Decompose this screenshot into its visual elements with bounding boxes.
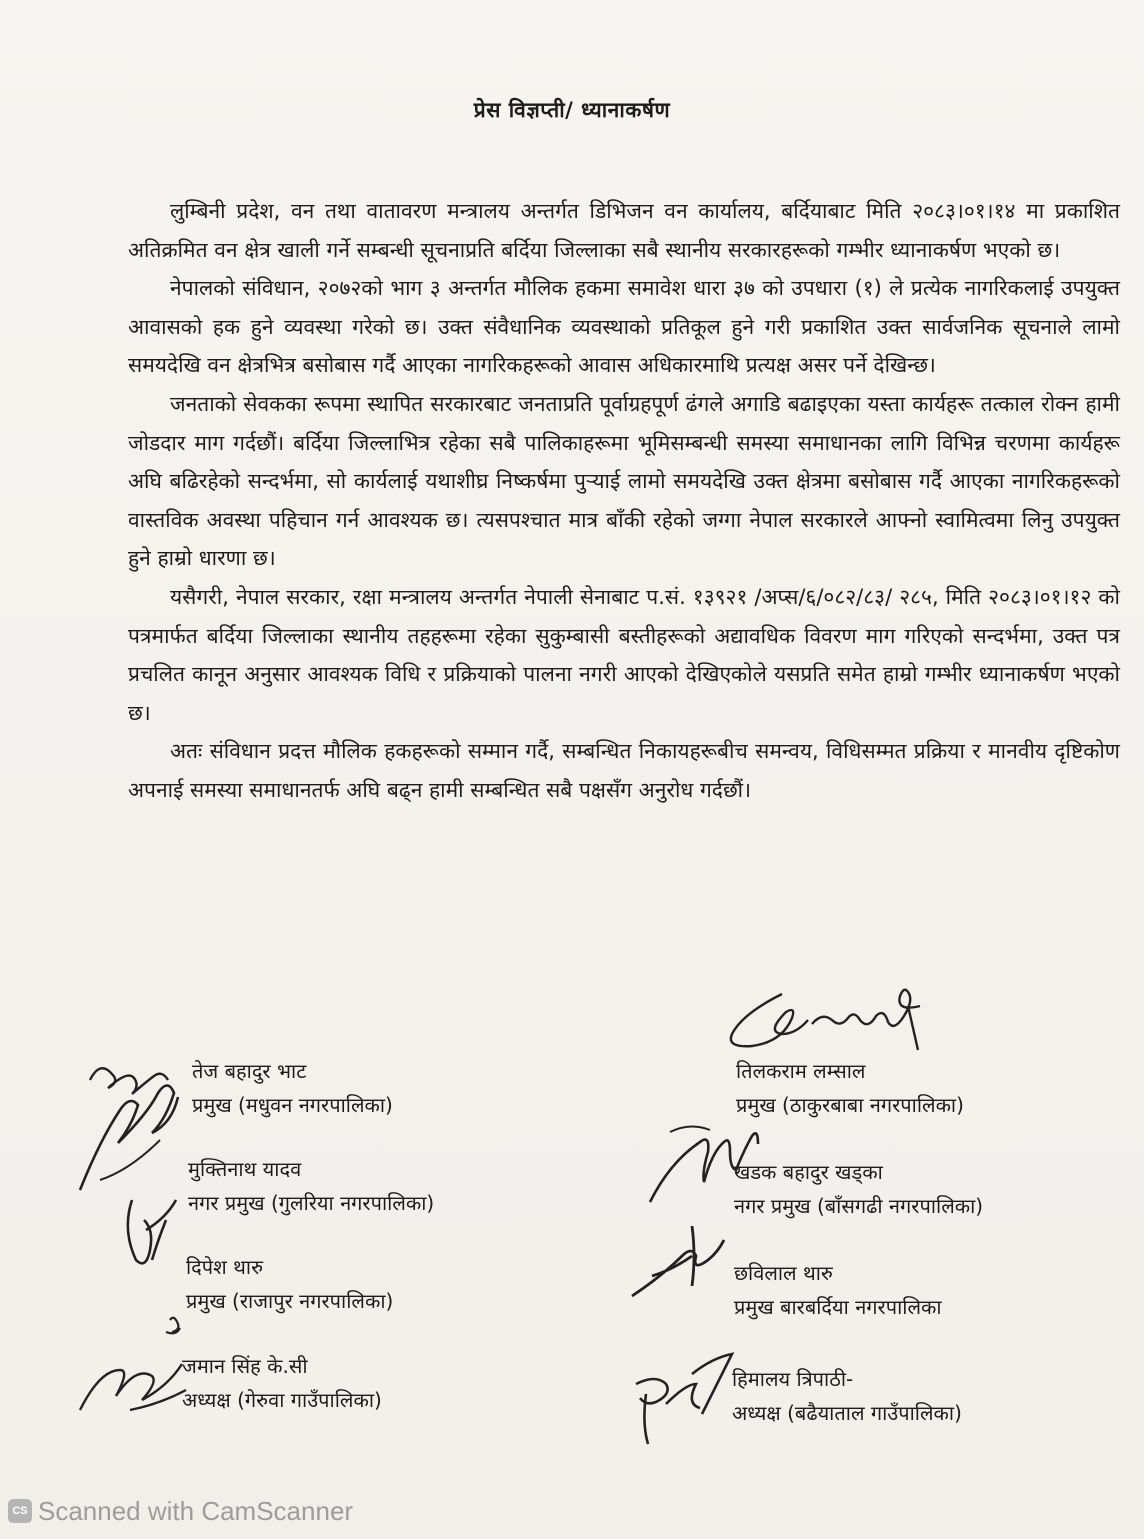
signatory-role: प्रमुख बारबर्दिया नगरपालिका xyxy=(734,1295,942,1319)
handwritten-signature-4 xyxy=(640,1112,780,1212)
signatory-name: खडक बहादुर खड्का xyxy=(734,1160,883,1184)
paragraph-1: लुम्बिनी प्रदेश, वन तथा वातावरण मन्त्रालय अन्तर्गत डिभिजन वन कार्यालय, बर्दियाबाट मिति २०८३।०१।१४ मा प्रकाशित अतिक्रमित वन क्षेत्र खाली गर्ने सम्बन्धी सूचनाप्रति बर्दिया जिल्लाका सबै स्थानीय सरकारहरूको गम्भीर ध्यानाकर्षण भएको छ। xyxy=(128,199,1120,262)
camscanner-watermark xyxy=(8,1496,353,1526)
signatory-role: अध्यक्ष (बढैयाताल गाउँपालिका) xyxy=(732,1401,962,1425)
handwritten-signature-6 xyxy=(622,1216,732,1306)
document-body xyxy=(128,192,1120,810)
signatory-role: प्रमुख (ठाकुरबाबा नगरपालिका) xyxy=(736,1093,964,1117)
camscanner-logo: CS xyxy=(8,1499,32,1523)
watermark-label: Scanned with CamScanner xyxy=(38,1495,354,1526)
handwritten-signature-8 xyxy=(622,1344,742,1454)
signatory-block-1 xyxy=(192,1054,393,1122)
signatory-role: नगर प्रमुख (बाँसगढी नगरपालिका) xyxy=(734,1194,984,1218)
document-title: प्रेस विज्ञप्ती/ ध्यानाकर्षण xyxy=(473,98,671,122)
signatory-block-8 xyxy=(732,1362,962,1430)
signatory-name: तेज बहादुर भाट xyxy=(192,1059,307,1083)
signatory-name: दिपेश थारु xyxy=(186,1255,264,1279)
signatory-role: प्रमुख (राजापुर नगरपालिका) xyxy=(186,1289,394,1313)
paragraph-2: नेपालको संविधान, २०७२को भाग ३ अन्तर्गत मौलिक हकमा समावेश धारा ३७ को उपधारा (१) ले प्रत्येक नागरिकलाई उपयुक्त आवासको हक हुने व्यवस्था गरेको छ। उक्त संवैधानिक व्यवस्थाको प्रतिकूल हुने गरी प्रकाशित उक्त सार्वजनिक सूचनाले लामो समयदेखि वन क्षेत्रभित्र बसोबास गर्दै आएका नागरिकहरूको आवास अधिकारमाथि प्रत्यक्ष असर पर्ने देखिन्छ। xyxy=(128,276,1120,378)
paragraph-5: अतः संविधान प्रदत्त मौलिक हकहरूको सम्मान गर्दै, सम्बन्धित निकायहरूबीच समन्वय, विधिसम्मत प्रक्रिया र मानवीय दृष्टिकोण अपनाई समस्या समाधानतर्फ अघि बढ्न हामी सम्बन्धित सबै पक्षसँग अनुरोध गर्दछौं। xyxy=(128,739,1120,802)
signatory-block-3 xyxy=(188,1152,434,1220)
paragraph-4: यसैगरी, नेपाल सरकार, रक्षा मन्त्रालय अन्तर्गत नेपाली सेनाबाट प.सं. १३९२१ /अप्स/६/०८२/८३/ २८५, मिति २०८३।०१।१२ को पत्रमार्फत बर्दिया जिल्लाका स्थानीय तहहरूमा रहेका सुकुम्बासी बस्तीहरूको अद्यावधिक विवरण माग गरिएको सन्दर्भमा, उक्त पत्र प्रचलित कानून अनुसार आवश्यक विधि र प्रक्रियाको पालना नगरी आएको देखिएकोले यसप्रति समेत हाम्रो गम्भीर ध्यानाकर्षण भएको छ। xyxy=(128,584,1120,725)
signatory-block-5 xyxy=(186,1250,393,1318)
signatory-role: अध्यक्ष (गेरुवा गाउँपालिका) xyxy=(182,1388,382,1412)
signatory-role: नगर प्रमुख (गुलरिया नगरपालिका) xyxy=(188,1191,435,1215)
signatory-name: छविलाल थारु xyxy=(734,1261,833,1285)
signatory-name: जमान सिंह के.सी xyxy=(182,1354,308,1378)
signatory-block-6 xyxy=(734,1256,942,1324)
handwritten-signature-2 xyxy=(712,982,952,1062)
handwritten-signature-7 xyxy=(70,1310,210,1420)
handwritten-signature-3 xyxy=(112,1190,192,1280)
signatory-name: मुक्तिनाथ यादव xyxy=(188,1157,302,1181)
signatory-block-7 xyxy=(182,1349,382,1417)
paragraph-3: जनताको सेवकका रूपमा स्थापित सरकारबाट जनताप्रति पूर्वाग्रहपूर्ण ढंगले अगाडि बढाइएका यस्ता कार्यहरू तत्काल रोक्न हामी जोडदार माग गर्दछौं। बर्दिया जिल्लाभित्र रहेका सबै पालिकाहरूमा भूमिसम्बन्धी समस्या समाधानका लागि विभिन्न चरणमा कार्यहरू अघि बढिरहेको सन्दर्भमा, सो कार्यलाई यथाशीघ्र निष्कर्षमा पुऱ्याई लामो समयदेखि उक्त क्षेत्रमा बसोबास गर्दै आएका नागरिकहरूको वास्तविक अवस्था पहिचान गर्न आवश्यक छ। त्यसपश्चात मात्र बाँकी रहेको जग्गा नेपाल सरकारले आफ्नो स्वामित्वमा लिनु उपयुक्त हुने हाम्रो धारणा छ। xyxy=(128,391,1120,571)
signatory-role: प्रमुख (मधुवन नगरपालिका) xyxy=(192,1093,393,1117)
signatory-name: हिमालय त्रिपाठी- xyxy=(732,1367,854,1391)
handwritten-signature-1 xyxy=(60,1040,210,1210)
signatory-name: तिलकराम लम्साल xyxy=(736,1059,866,1083)
